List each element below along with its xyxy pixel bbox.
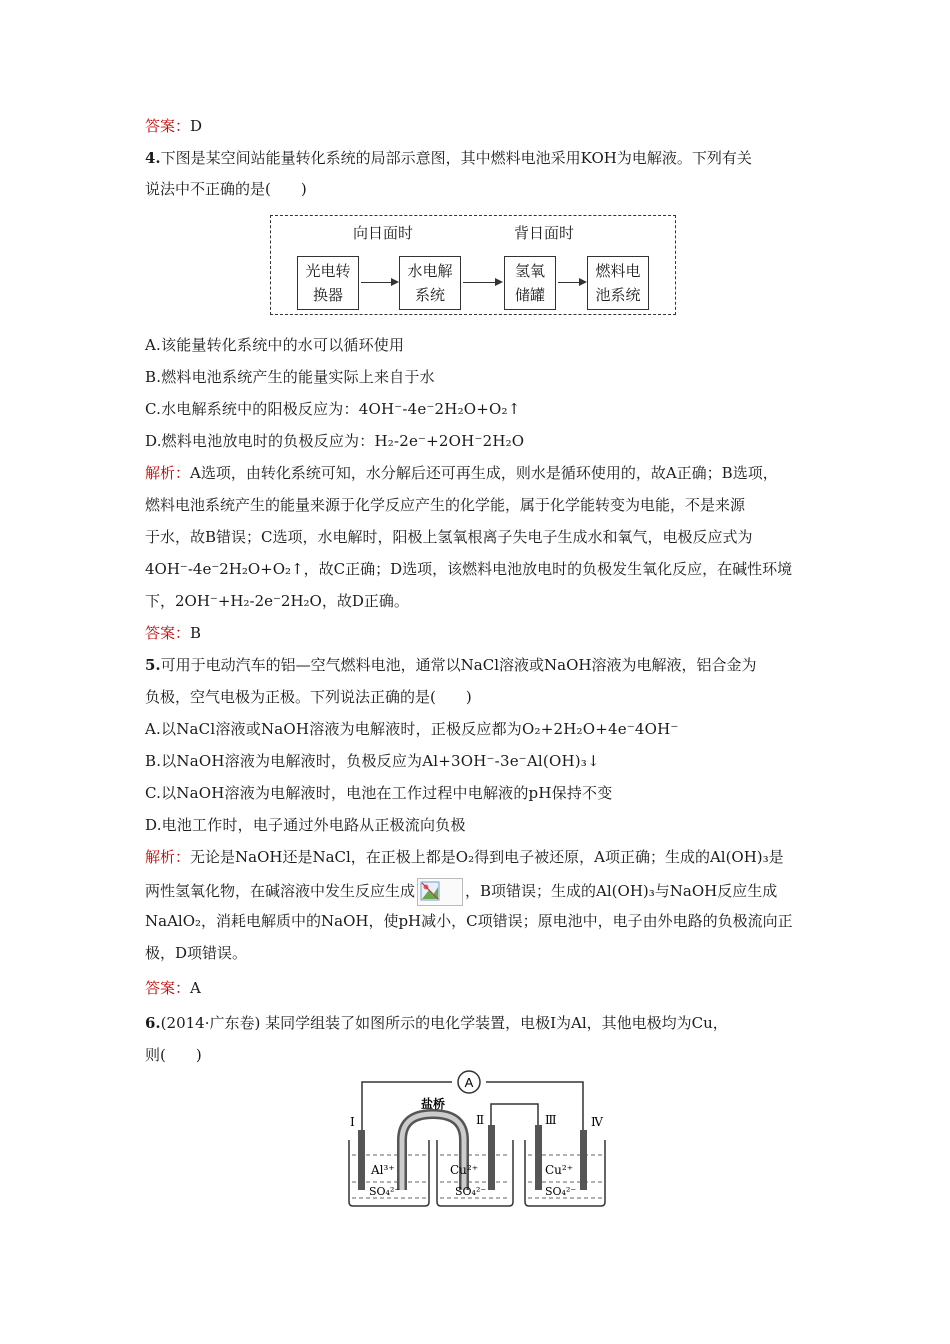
q6-stem-line1	[145, 1012, 728, 1034]
electrode-2	[488, 1125, 495, 1190]
salt-bridge	[402, 1114, 464, 1190]
explanation-text: 两性氢氧化物，在碱溶液中发生反应生成	[145, 882, 416, 900]
label-dark: 背日面时	[514, 224, 575, 242]
energy-flow-diagram	[270, 215, 676, 315]
explanation-label: 解析：	[145, 848, 191, 866]
q5-number: 5.	[145, 656, 161, 674]
answer-label: 答案：	[145, 117, 191, 135]
electrode-label-1: Ⅰ	[350, 1115, 355, 1129]
arrow-right-icon	[361, 282, 397, 283]
box-photoelectric-converter	[297, 256, 359, 310]
q4-stem-line2: 说法中不正确的是( )	[145, 180, 307, 198]
ion-cu2: Cu²⁺	[450, 1163, 479, 1177]
electrode-1	[358, 1130, 365, 1190]
box-line: 池系统	[595, 286, 641, 304]
q5-option-b: B.以NaOH溶液为电解液时，负极反应为Al+3OH⁻-3e⁻Al(OH)₃↓	[145, 752, 600, 770]
answer-q3	[145, 115, 202, 137]
box-water-electrolysis	[399, 256, 461, 310]
q6-stem-text1: (2014·广东卷) 某同学组装了如图所示的电化学装置，电极Ⅰ为Al，其他电极均为Cu，	[160, 1014, 728, 1032]
box-line: 系统	[414, 286, 445, 304]
q5-option-c: C.以NaOH溶液为电解液时，电池在工作过程中电解液的pH保持不变	[145, 784, 613, 802]
answer-q5	[145, 977, 201, 999]
q5-explanation-line4: 极，D项错误。	[145, 944, 248, 962]
q5-option-a: A.以NaCl溶液或NaOH溶液为电解液时，正极反应都为O₂+2H₂O+4e⁻4OH⁻	[145, 720, 679, 738]
electrode-label-4: Ⅳ	[591, 1115, 603, 1129]
salt-bridge-label: 盐桥	[420, 1097, 446, 1111]
electrode-4	[580, 1130, 587, 1190]
answer-label: 答案：	[145, 624, 191, 642]
q5-explanation-line2	[145, 878, 777, 906]
label-sunlit: 向日面时	[353, 224, 414, 242]
box-line: 燃料电	[595, 262, 641, 280]
ion-sulfate: SO₄²⁻	[545, 1185, 577, 1198]
q4-explanation-line4: 4OH⁻-4e⁻2H₂O+O₂↑，故C正确；D选项，该燃料电池放电时的负极发生氧化反应，在碱性环境	[145, 560, 793, 578]
arrow-right-icon	[463, 282, 501, 283]
broken-image-icon	[417, 878, 463, 906]
q6-stem-line2: 则( )	[145, 1046, 202, 1064]
electrode-label-2: Ⅱ	[476, 1113, 485, 1127]
q4-option-a: A.该能量转化系统中的水可以循环使用	[145, 336, 405, 354]
answer-value: A	[190, 979, 201, 997]
q5-stem-line1	[145, 654, 756, 676]
explanation-text: A选项，由转化系统可知，水分解后还可再生成，则水是循环使用的，故A正确；B选项，	[190, 464, 778, 482]
box-line: 储罐	[514, 286, 545, 304]
ion-sulfate: SO₄²⁻	[455, 1185, 487, 1198]
wire	[491, 1104, 538, 1125]
electrode-3	[535, 1125, 542, 1190]
q4-option-c: C.水电解系统中的阳极反应为：4OH⁻-4e⁻2H₂O+O₂↑	[145, 400, 521, 418]
answer-value: B	[190, 624, 202, 642]
electrochemical-cell-figure	[345, 1070, 615, 1210]
q5-option-d: D.电池工作时，电子通过外电路从正极流向负极	[145, 816, 466, 834]
q6-number: 6.	[145, 1014, 161, 1032]
q5-stem-text1: 可用于电动汽车的铝—空气燃料电池，通常以NaCl溶液或NaOH溶液为电解液，铝合金为	[160, 656, 757, 674]
explanation-text: ，B项错误；生成的Al(OH)₃与NaOH反应生成	[465, 882, 778, 900]
answer-label: 答案：	[145, 979, 191, 997]
ion-cu2: Cu²⁺	[545, 1163, 574, 1177]
q5-explanation-line1	[145, 846, 784, 868]
q4-explanation-line1	[145, 462, 778, 484]
box-line: 氢氧	[514, 262, 545, 280]
box-fuel-cell-system	[587, 256, 649, 310]
q4-stem-text1: 下图是某空间站能量转化系统的局部示意图，其中燃料电池采用KOH为电解液。下列有关	[160, 149, 752, 167]
ion-al3: Al³⁺	[371, 1163, 395, 1177]
explanation-label: 解析：	[145, 464, 191, 482]
q5-explanation-line3: NaAlO₂，消耗电解质中的NaOH，使pH减小，C项错误；原电池中，电子由外电路的负极流向正	[145, 912, 793, 930]
arrow-right-icon	[558, 282, 585, 283]
electrode-label-3: Ⅲ	[545, 1113, 557, 1127]
ion-sulfate: SO₄²⁻	[369, 1185, 401, 1198]
answer-q4	[145, 622, 201, 644]
q4-explanation-line5: 下，2OH⁻+H₂-2e⁻2H₂O，故D正确。	[145, 592, 409, 610]
wire	[486, 1082, 583, 1130]
q4-stem-line1	[145, 147, 752, 169]
box-line: 水电解	[407, 262, 453, 280]
q4-number: 4.	[145, 149, 161, 167]
box-line: 光电转	[305, 262, 351, 280]
q4-option-d: D.燃料电池放电时的负极反应为：H₂-2e⁻+2OH⁻2H₂O	[145, 432, 525, 450]
ammeter-label: A	[464, 1075, 474, 1090]
q5-stem-line2: 负极，空气电极为正极。下列说法正确的是( )	[145, 688, 472, 706]
q4-explanation-line3: 于水，故B错误；C选项，水电解时，阳极上氢氧根离子失电子生成水和氧气，电极反应式为	[145, 528, 753, 546]
answer-value: D	[190, 117, 203, 135]
q4-option-b: B.燃料电池系统产生的能量实际上来自于水	[145, 368, 435, 386]
box-hydrogen-oxygen-tank	[504, 256, 556, 310]
box-line: 换器	[312, 286, 343, 304]
q4-explanation-line2: 燃料电池系统产生的能量来源于化学反应产生的化学能，属于化学能转变为电能，不是来源	[145, 496, 746, 514]
explanation-text: 无论是NaOH还是NaCl，在正极上都是O₂得到电子被还原，A项正确；生成的Al(OH)₃是	[190, 848, 784, 866]
